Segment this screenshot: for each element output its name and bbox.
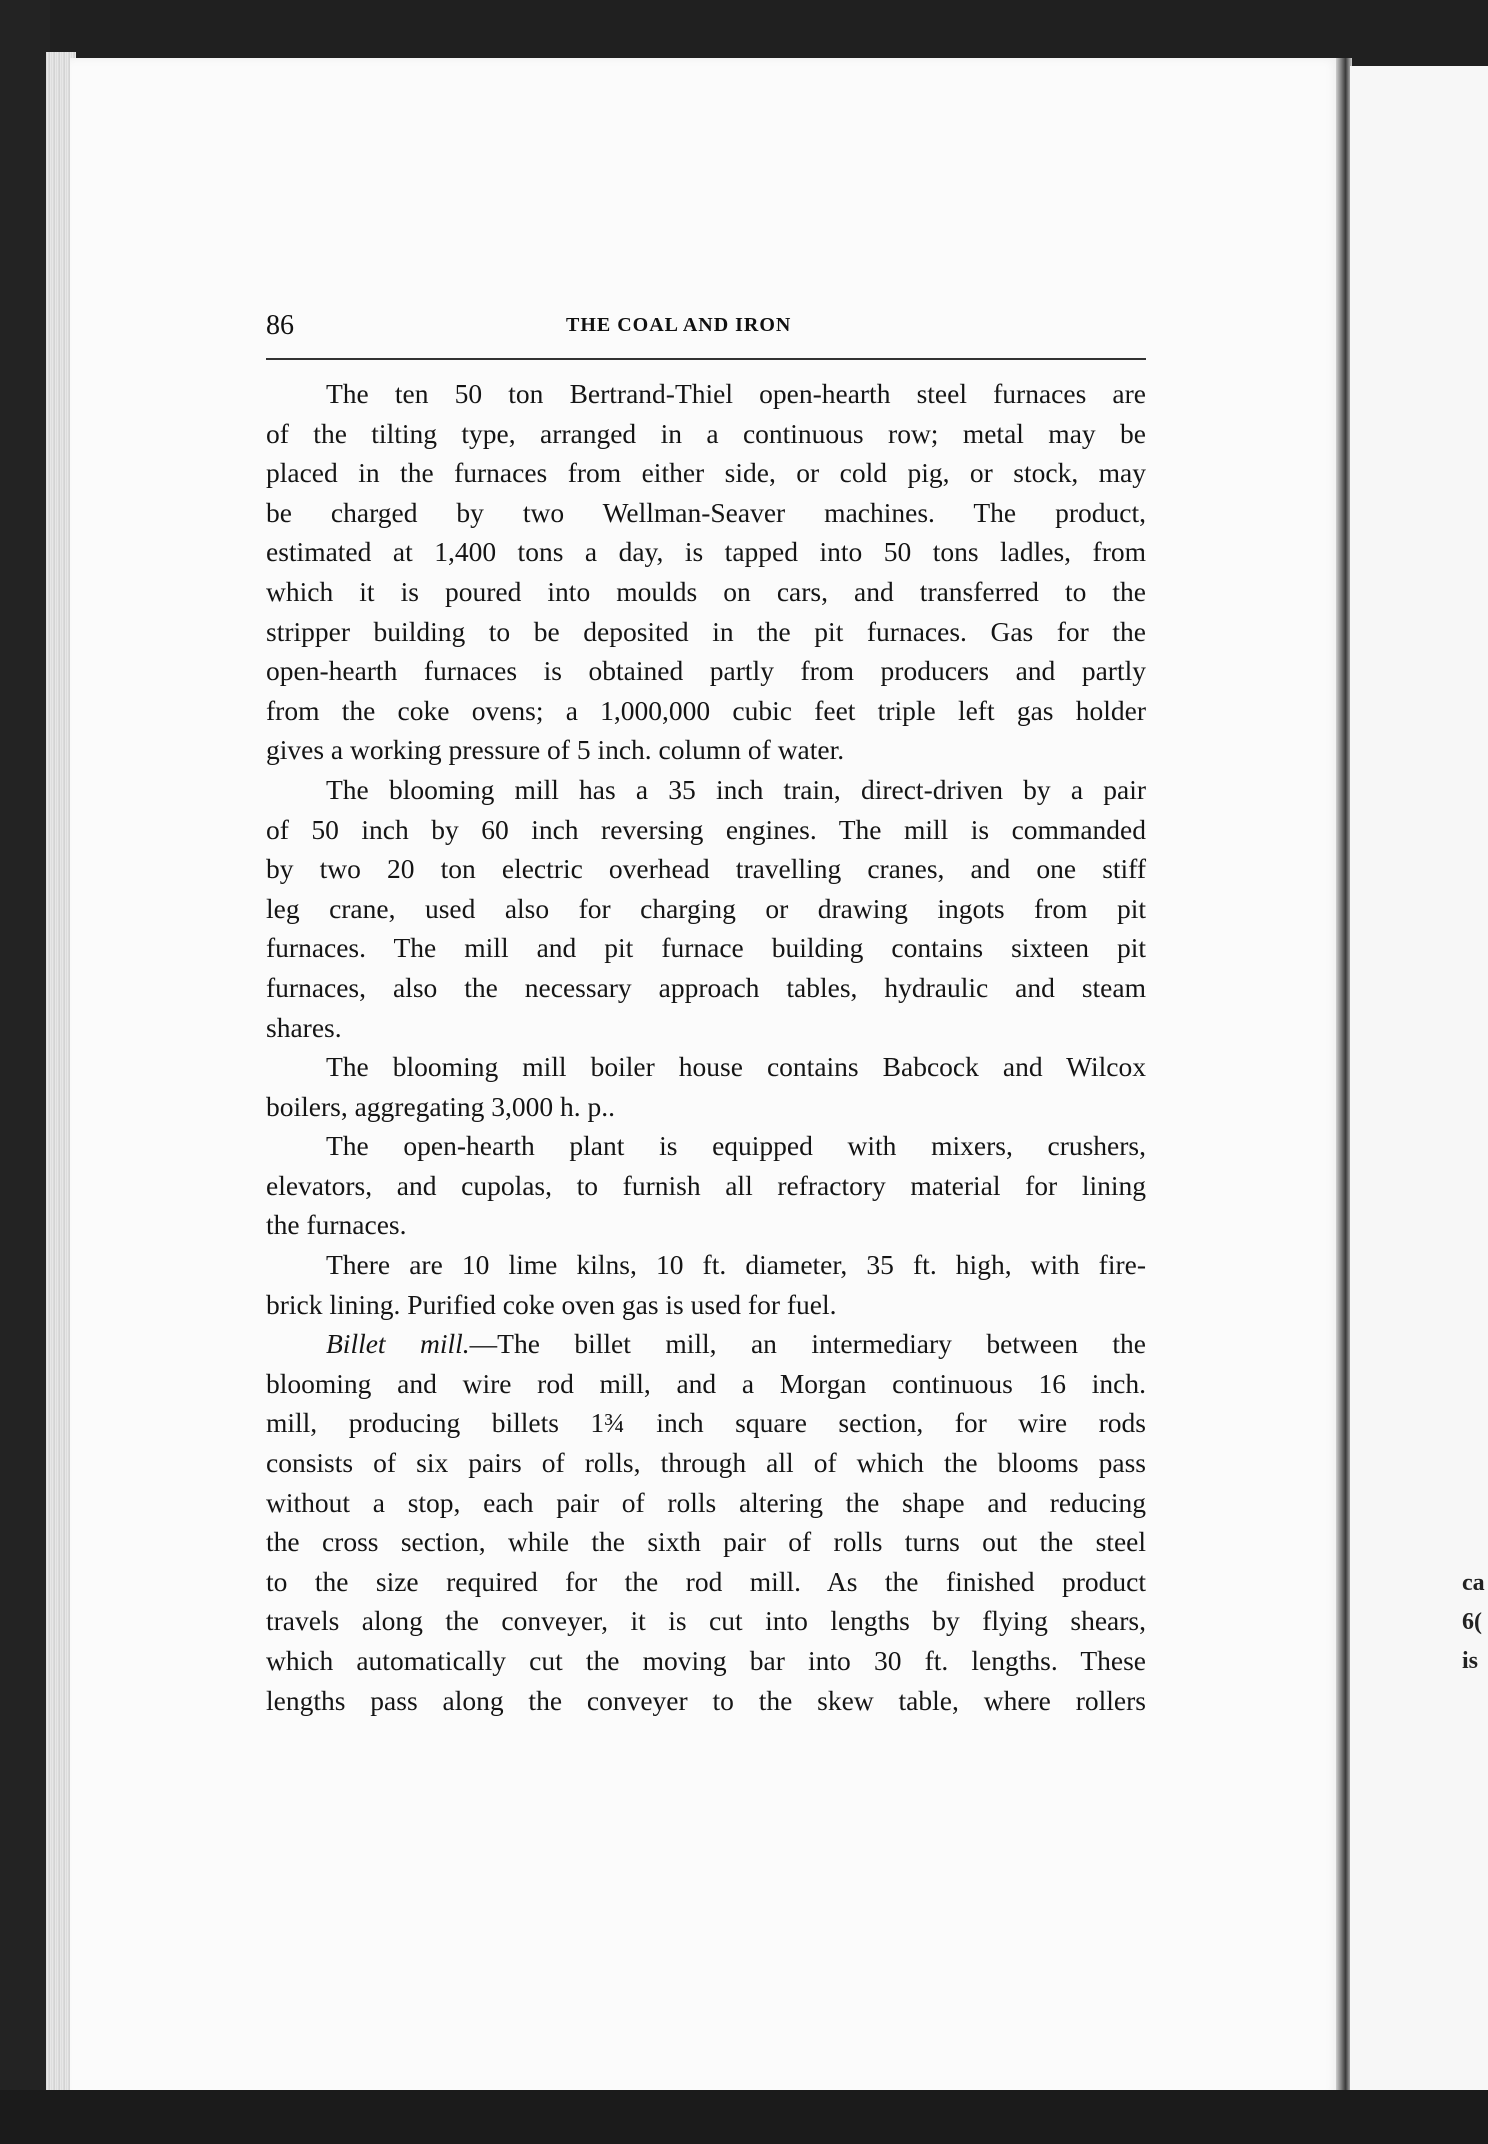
paragraph — [266, 1324, 1146, 1720]
paragraph — [266, 770, 1146, 1047]
body-text — [266, 374, 1146, 1720]
page-number: 86 — [266, 310, 294, 341]
text-line: which it is poured into moulds on cars, and transferred to the — [266, 575, 1146, 607]
text-line: open-hearth furnaces is obtained partly from producers and partly — [266, 655, 1146, 687]
facing-page-fragment: is — [1462, 1648, 1479, 1674]
text-fragment: —The billet mill, an intermediary between the — [469, 1328, 1146, 1360]
text-line: consists of six pairs of rolls, through all of which the blooms pass — [266, 1447, 1146, 1479]
facing-page-fragment: 6( — [1462, 1609, 1482, 1635]
paragraph — [266, 374, 1146, 770]
running-head: THE COAL AND IRON — [566, 314, 792, 336]
text-line: estimated at 1,400 tons a day, is tapped into 50 tons ladles, from — [266, 536, 1146, 568]
text-line: of the tilting type, arranged in a continuous row; metal may be — [266, 417, 1146, 449]
text-line: be charged by two Wellman-Seaver machines. The product, — [266, 496, 1146, 528]
text-line: The blooming mill has a 35 inch train, direct-driven by a pair — [326, 773, 1146, 805]
text-line: The ten 50 ton Bertrand-Thiel open-hearth steel furnaces are — [326, 378, 1146, 409]
facing-page — [1350, 66, 1488, 2090]
page-header — [266, 310, 1146, 346]
text-line: furnaces. The mill and pit furnace building contains sixteen pit — [266, 932, 1146, 964]
text-line: the furnaces. — [266, 1209, 407, 1241]
paragraph — [266, 1047, 1146, 1126]
text-line: brick lining. Purified coke oven gas is used for fuel. — [266, 1288, 837, 1320]
text-line: without a stop, each pair of rolls altering the shape and reducing — [266, 1486, 1146, 1518]
text-line: leg crane, used also for charging or drawing ingots from pit — [266, 892, 1146, 924]
text-line: There are 10 lime kilns, 10 ft. diameter, 35 ft. high, with fire- — [326, 1249, 1146, 1281]
paragraph — [266, 1126, 1146, 1245]
text-line: boilers, aggregating 3,000 h. p.. — [266, 1090, 616, 1122]
text-line: mill, producing billets 1¾ inch square section, for wire rods — [266, 1407, 1146, 1439]
text-line: shares. — [266, 1011, 342, 1043]
facing-page-fragment: ca — [1462, 1570, 1485, 1596]
header-rule — [266, 358, 1146, 360]
text-line: to the size required for the rod mill. As the finished product — [266, 1565, 1146, 1597]
text-line: of 50 inch by 60 inch reversing engines. The mill is commanded — [266, 813, 1146, 845]
text-line: placed in the furnaces from either side, or cold pig, or stock, may — [266, 457, 1146, 489]
text-line: elevators, and cupolas, to furnish all refractory material for lining — [266, 1169, 1146, 1201]
text-line: from the coke ovens; a 1,000,000 cubic feet triple left gas holder — [266, 694, 1146, 726]
text-line: lengths pass along the conveyer to the skew table, where rollers — [266, 1684, 1146, 1716]
text-line: the cross section, while the sixth pair of rolls turns out the steel — [266, 1526, 1146, 1558]
text-line: travels along the conveyer, it is cut into lengths by flying shears, — [266, 1605, 1146, 1637]
section-heading: Billet mill. — [326, 1328, 470, 1360]
paragraph — [266, 1245, 1146, 1324]
text-line — [266, 1324, 1146, 1364]
text-line: The open-hearth plant is equipped with mixers, crushers, — [326, 1130, 1146, 1162]
scan-background-left — [0, 0, 50, 2144]
text-line: The blooming mill boiler house contains Babcock and Wilcox — [326, 1051, 1146, 1083]
text-line: stripper building to be deposited in the pit furnaces. Gas for the — [266, 615, 1146, 647]
text-line: blooming and wire rod mill, and a Morgan continuous 16 inch. — [266, 1367, 1146, 1399]
text-line: gives a working pressure of 5 inch. column of water. — [266, 734, 845, 766]
text-line: furnaces, also the necessary approach tables, hydraulic and steam — [266, 971, 1146, 1003]
text-line: which automatically cut the moving bar into 30 ft. lengths. These — [266, 1645, 1146, 1676]
scan-background-bottom — [0, 2090, 1488, 2144]
text-line: by two 20 ton electric overhead travelling cranes, and one stiff — [266, 853, 1146, 885]
